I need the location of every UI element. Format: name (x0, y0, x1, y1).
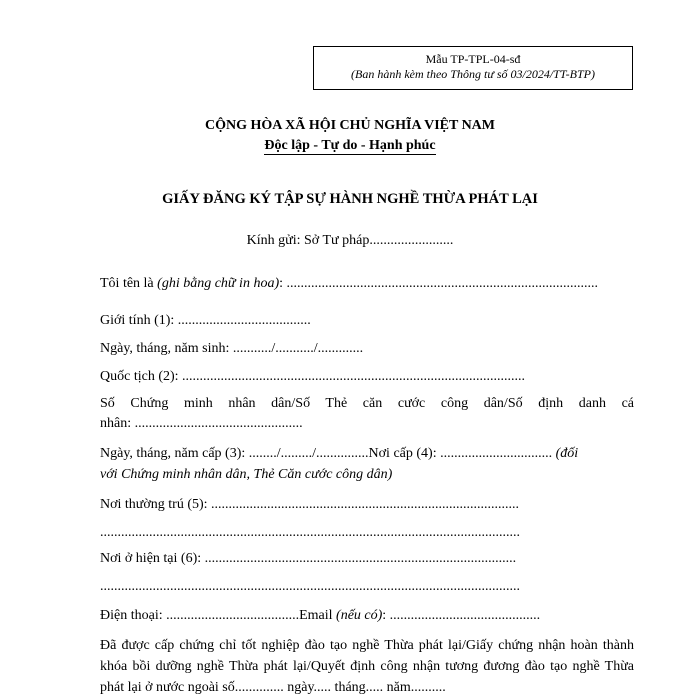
national-name: CỘNG HÒA XÃ HỘI CHỦ NGHĨA VIỆT NAM (204, 118, 495, 133)
permanent-residence-cont: ........................................................................................................................ (100, 525, 520, 540)
permanent-residence-field: Nơi thường trú (5): ........................................................................................ (100, 497, 520, 512)
name-blank: : ......................................................................................... (279, 276, 598, 291)
nationality-field: Quốc tịch (2): .................................................................................................. (100, 369, 526, 384)
form-code-box (313, 46, 633, 90)
current-residence-cont: ........................................................................................................................ (100, 579, 520, 594)
name-label: Tôi tên là (100, 276, 158, 291)
motto-text: Độc lập - Tự do - Hạnh phúc (264, 138, 436, 153)
form-code: Mẫu TP-TPL-04-sđ (425, 52, 521, 66)
dob-field: Ngày, tháng, năm sinh: .........../.........../............. (100, 341, 364, 356)
issue-note-start: (đối (555, 446, 579, 461)
issued-note: (Ban hành kèm theo Thông tư số 03/2024/TT-BTP) (351, 67, 595, 81)
phone-email-label: Điện thoại: ......................................Email (100, 608, 337, 623)
national-motto (0, 138, 700, 154)
contact-field (100, 608, 540, 624)
recipient-line: Kính gửi: Sở Tư pháp........................ (246, 233, 454, 248)
name-field (100, 276, 598, 292)
email-hint: (nếu có) (336, 608, 383, 623)
document-title: GIẤY ĐĂNG KÝ TẬP SỰ HÀNH NGHỀ THỪA PHÁT LẠI (162, 191, 538, 207)
current-residence-field: Nơi ở hiện tại (6): ......................................................................................... (100, 551, 517, 566)
issue-note: với Chứng minh nhân dân, Thẻ Căn cước công dân) (100, 467, 393, 482)
issue-field (100, 446, 578, 462)
certificate-paragraph: Đã được cấp chứng chỉ tốt nghiệp đào tạo nghề Thừa phát lại/Giấy chứng nhận hoàn thành khóa bồi dưỡng nghề Thừa phát lại/Quyết định công nhận tương đương đào tạo nghề Thừa phát lại ở nước ngoài số.............. ngày..... tháng..... năm.......... (100, 638, 634, 695)
id-field-line1: Số Chứng minh nhân dân/Số Thẻ căn cước công dân/Số định danh cá (100, 396, 634, 411)
issue-date-place: Ngày, tháng, năm cấp (3): ......../........./...............Nơi cấp (4): ................................ (100, 446, 556, 461)
name-hint: (ghi bằng chữ in hoa) (157, 276, 280, 291)
email-blank: : ........................................... (382, 608, 541, 623)
id-field-line2: nhân: ................................................ (100, 416, 303, 431)
gender-field: Giới tính (1): ...................................... (100, 313, 311, 328)
